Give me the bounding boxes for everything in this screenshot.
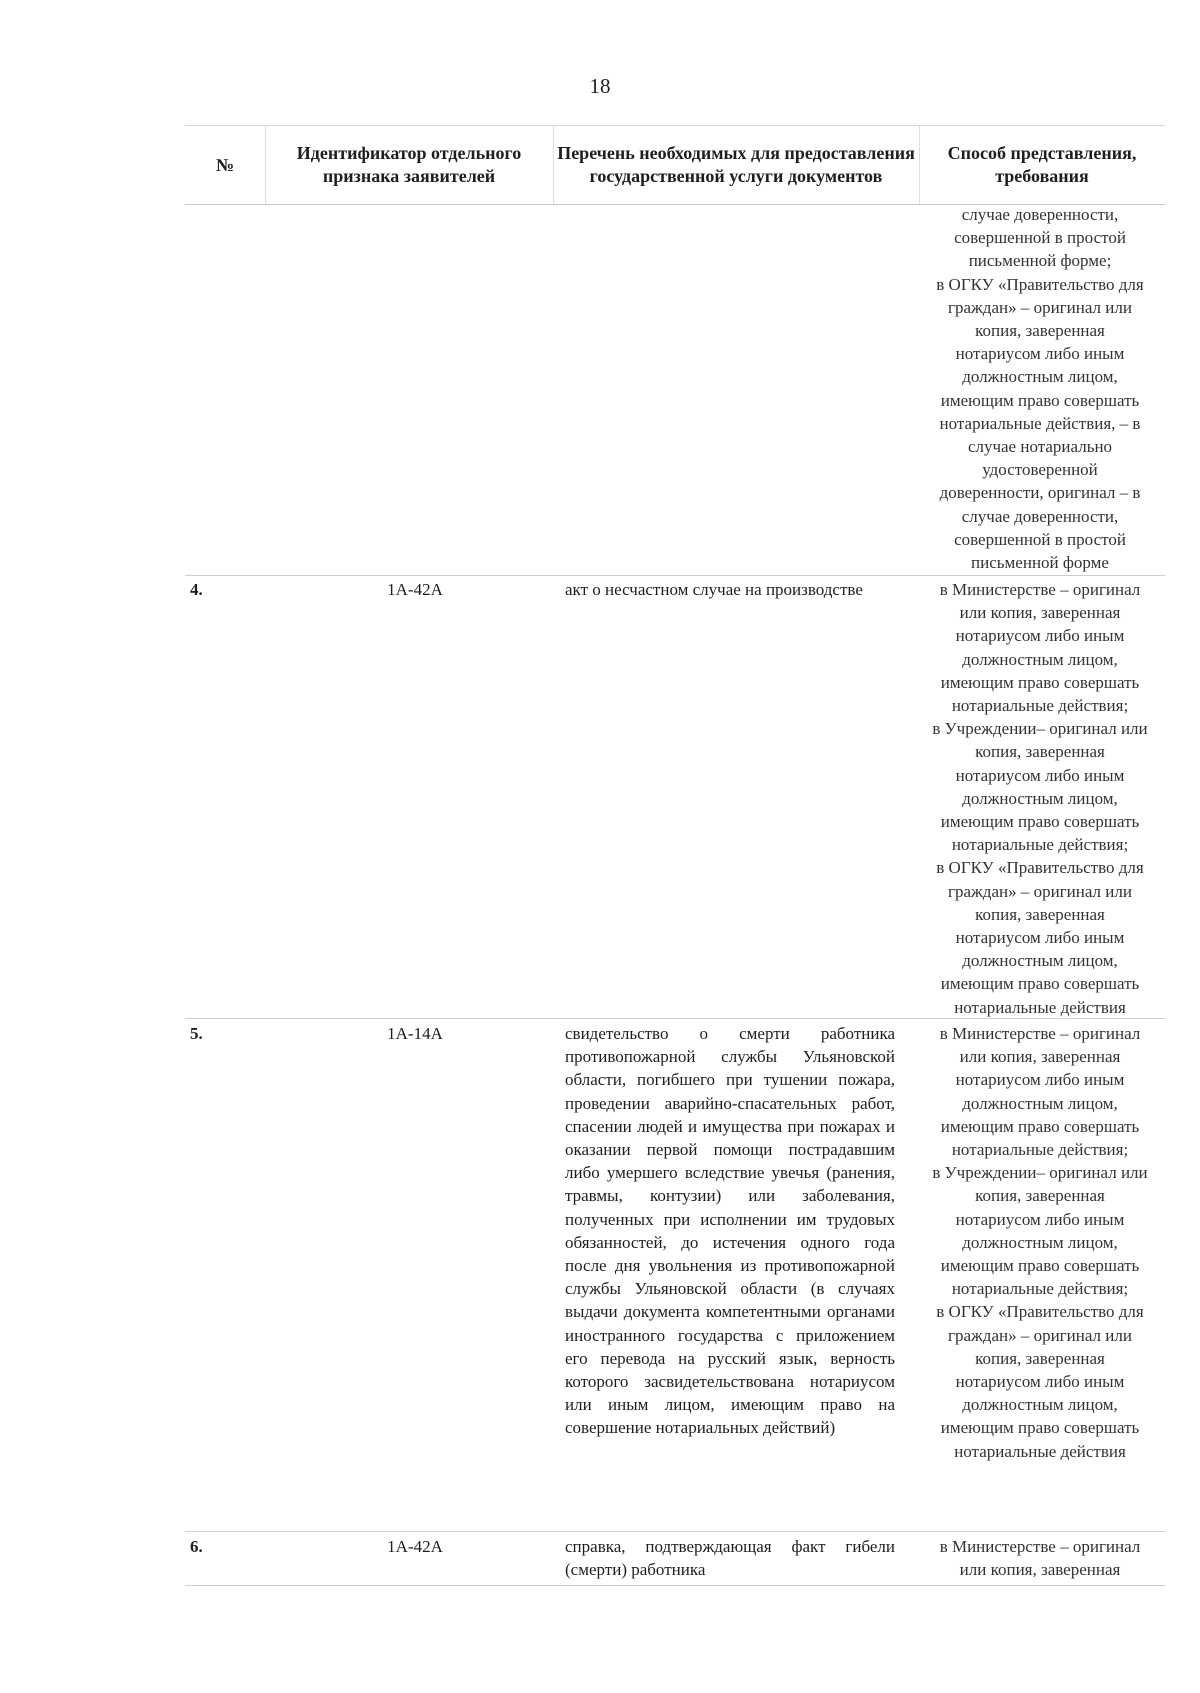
row-number: 5. xyxy=(190,1024,203,1043)
header-documents-list: Перечень необходимых для предоставления государственной услуги документов xyxy=(557,143,915,186)
header-number: № xyxy=(215,154,235,175)
row-number: 4. xyxy=(190,580,203,599)
row-method: в Министерстве – оригинал или копия, заверенная нотариусом либо иным должностным лицом, имеющим право совершать нотариальные действия; в Учреждении– оригинал или копия, заверенная нотариусом либо иным должностным лицом, имеющим право совершать нотариальные действия; в ОГКУ «Правительство для граждан» – оригинал или копия, заверенная нотариусом либо иным должностным лицом, имеющим право совершать нотариальные действия xyxy=(932,1024,1148,1461)
row-identifier: 1А-14А xyxy=(387,1024,443,1043)
row-document: акт о несчастном случае на производстве xyxy=(565,580,863,599)
row-document: справка, подтверждающая факт гибели (смерти) работника xyxy=(565,1537,895,1580)
row-identifier: 1А-42А xyxy=(387,1537,443,1556)
row-divider xyxy=(185,575,1165,576)
table-header xyxy=(185,125,1165,205)
row-identifier: 1А-42А xyxy=(387,580,443,599)
continuation-method-cell: случае доверенности, совершенной в простой письменной форме; в ОГКУ «Правительство для граждан» – оригинал или копия, заверенная нотариусом либо иным должностным лицом, имеющим право совершать нотариальные действия, – в случае нотариально удостоверенной доверенности, оригинал – в случае доверенности, совершенной в простой письменной форме xyxy=(936,205,1144,573)
row-divider xyxy=(185,1018,1165,1019)
header-applicant-identifier: Идентификатор отдельного признака заявителей xyxy=(296,143,522,186)
header-submission-method: Способ представления, требования xyxy=(947,143,1137,186)
row-method: в Министерстве – оригинал или копия, заверенная xyxy=(939,1537,1141,1580)
page-number: 18 xyxy=(589,74,611,98)
row-number: 6. xyxy=(190,1537,203,1556)
row-divider xyxy=(185,1585,1165,1586)
row-document: свидетельство о смерти работника противопожарной службы Ульяновской области, погибшего при тушении пожара, проведении аварийно-спасательных работ, спасении людей и имущества при пожарах и оказании первой помощи пострадавшим либо умершего вследствие увечья (ранения, травмы, контузии) или заболевания, полученных при исполнении им трудовых обязанностей, до истечения одного года после дня увольнения из противопожарной службы Ульяновской области (в случаях выдачи документа компетентными органами иностранного государства с приложением его перевода на русский язык, верность которого засвидетельствована нотариусом или иным лицом, имеющим право на совершение нотариальных действий) xyxy=(565,1024,895,1438)
row-method: в Министерстве – оригинал или копия, заверенная нотариусом либо иным должностным лицом, имеющим право совершать нотариальные действия; в Учреждении– оригинал или копия, заверенная нотариусом либо иным должностным лицом, имеющим право совершать нотариальные действия; в ОГКУ «Правительство для граждан» – оригинал или копия, заверенная нотариусом либо иным должностным лицом, имеющим право совершать нотариальные действия xyxy=(932,580,1148,1017)
row-divider xyxy=(185,1531,1165,1532)
